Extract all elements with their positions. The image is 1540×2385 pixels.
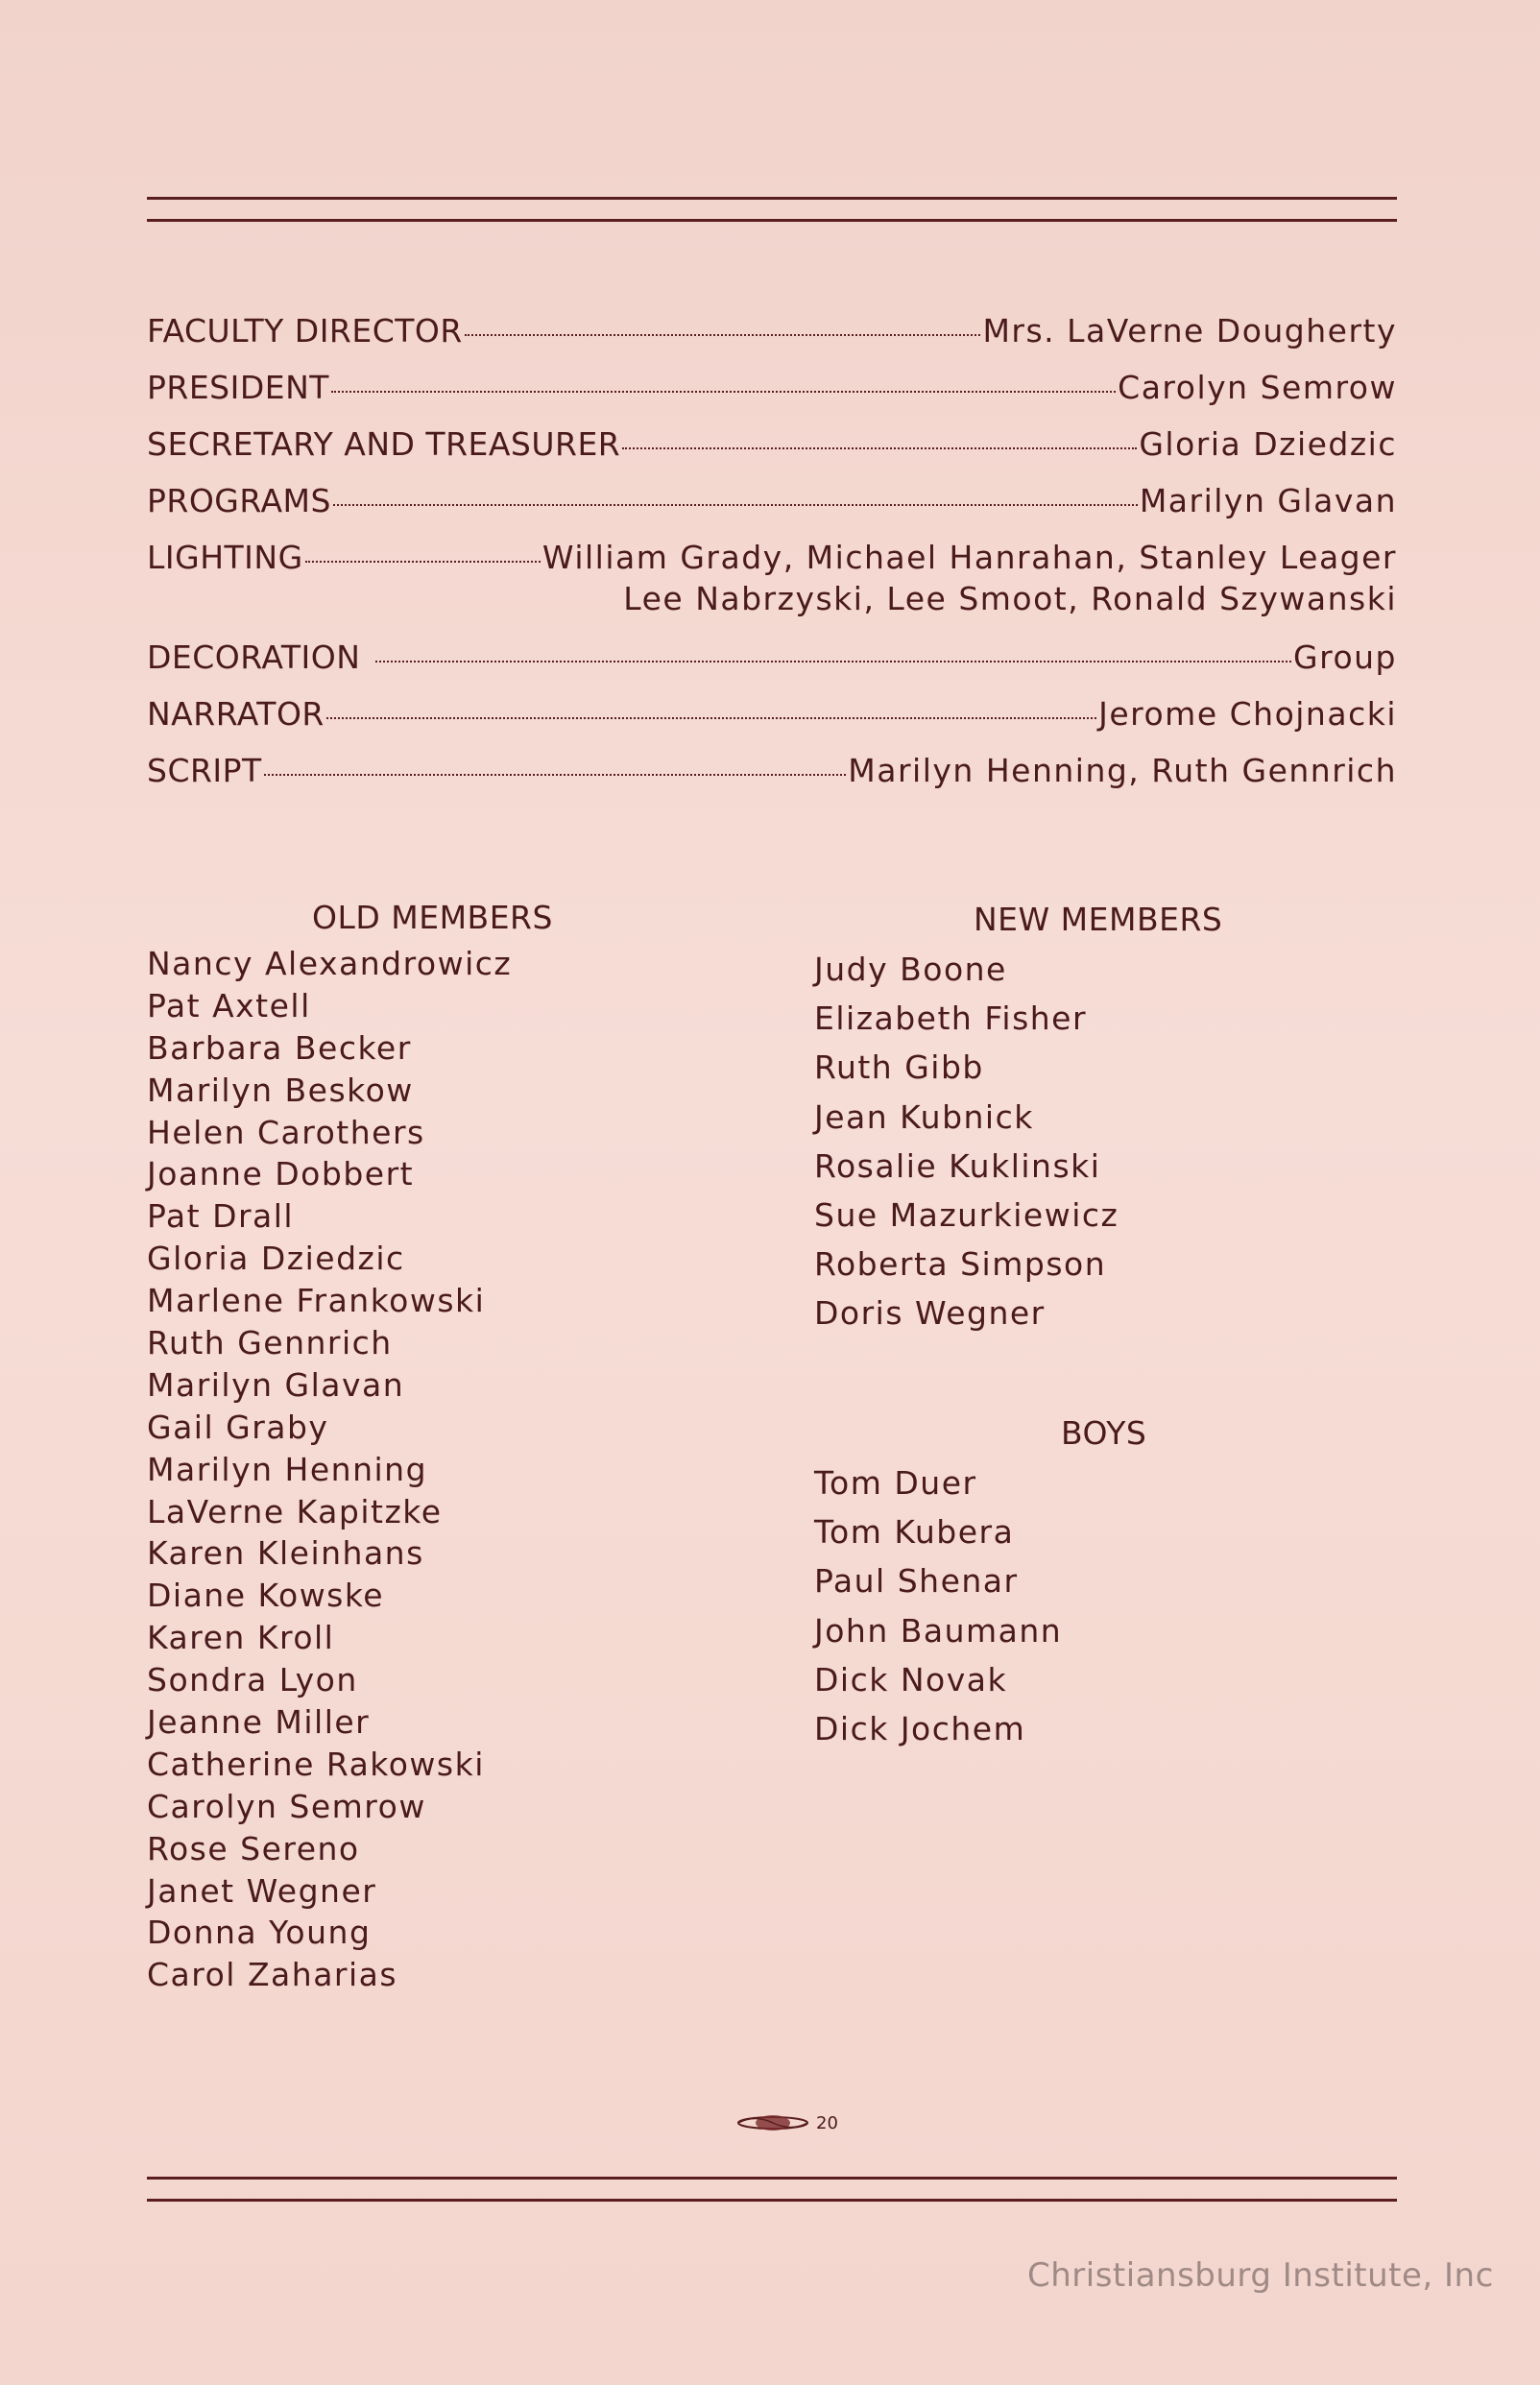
page-footer xyxy=(735,2108,851,2137)
member-name: Marlene Frankowski xyxy=(147,1282,486,1320)
officer-name: Mrs. LaVerne Dougherty xyxy=(982,312,1397,349)
officer-name: William Grady, Michael Hanrahan, Stanley Leager xyxy=(541,539,1397,576)
member-name: Sue Mazurkiewicz xyxy=(814,1195,1119,1234)
member-name: Barbara Becker xyxy=(147,1028,412,1067)
officer-role: NARRATOR xyxy=(147,695,325,733)
officer-role: LIGHTING xyxy=(147,539,303,576)
member-name: Joanne Dobbert xyxy=(147,1155,415,1193)
member-name: Helen Carothers xyxy=(147,1113,425,1151)
member-name: Elizabeth Fisher xyxy=(814,1000,1088,1038)
member-name: Karen Kleinhans xyxy=(147,1534,424,1573)
member-name: Carol Zaharias xyxy=(147,1956,398,1994)
page-number: 20 xyxy=(816,2112,838,2133)
member-name: Marilyn Henning xyxy=(147,1450,428,1488)
member-name: Karen Kroll xyxy=(147,1619,335,1657)
bottom-rule xyxy=(147,2177,1397,2180)
dot-leader xyxy=(333,504,1138,506)
dot-leader xyxy=(264,774,847,776)
member-name: Tom Duer xyxy=(814,1464,977,1502)
member-name: Paul Shenar xyxy=(814,1562,1019,1601)
new-members-heading: NEW MEMBERS xyxy=(974,901,1223,938)
boys-heading: BOYS xyxy=(1061,1414,1147,1452)
dot-leader xyxy=(331,391,1116,393)
member-name: Nancy Alexandrowicz xyxy=(147,945,513,982)
member-name: Gloria Dziedzic xyxy=(147,1240,405,1278)
officer-row xyxy=(147,539,1397,579)
officer-role: PRESIDENT xyxy=(147,369,329,406)
dot-leader xyxy=(622,447,1137,449)
member-name: Rosalie Kuklinski xyxy=(814,1146,1101,1185)
member-name: Pat Axtell xyxy=(147,986,311,1024)
member-name: Ruth Gibb xyxy=(814,1048,984,1087)
member-name: Judy Boone xyxy=(814,951,1007,988)
member-name: Dick Jochem xyxy=(814,1709,1026,1747)
officer-name: Marilyn Glavan xyxy=(1139,482,1397,519)
old-members-section xyxy=(147,893,723,1996)
member-name: Marilyn Glavan xyxy=(147,1365,405,1404)
officer-row xyxy=(147,695,1397,752)
member-name: Diane Kowske xyxy=(147,1577,385,1615)
officer-row xyxy=(147,482,1397,539)
member-name: John Baumann xyxy=(814,1611,1063,1650)
officer-row xyxy=(147,312,1397,369)
member-name: Pat Drall xyxy=(147,1197,295,1236)
member-name: Carolyn Semrow xyxy=(147,1787,426,1825)
dot-leader xyxy=(305,561,541,563)
officer-role: PROGRAMS xyxy=(147,482,331,519)
member-name: Jeanne Miller xyxy=(147,1703,371,1742)
dot-leader xyxy=(465,334,981,336)
old-members-heading: OLD MEMBERS xyxy=(312,899,553,936)
officer-role: SECRETARY AND TREASURER xyxy=(147,425,621,463)
top-rule xyxy=(147,197,1397,200)
member-name: Dick Novak xyxy=(814,1660,1008,1698)
member-name: Jean Kubnick xyxy=(814,1097,1034,1136)
officer-row xyxy=(147,425,1397,482)
officer-name: Group xyxy=(1293,638,1397,676)
officer-row xyxy=(147,369,1397,425)
new-members-list xyxy=(814,945,1390,1338)
member-name: Roberta Simpson xyxy=(814,1245,1107,1284)
dot-leader xyxy=(375,661,1291,662)
member-name: Janet Wegner xyxy=(147,1871,377,1910)
member-name: Gail Graby xyxy=(147,1408,329,1446)
member-name: Rose Sereno xyxy=(147,1829,360,1867)
boys-section xyxy=(814,1409,1390,1753)
officer-role: FACULTY DIRECTOR xyxy=(147,312,463,349)
officer-name: Gloria Dziedzic xyxy=(1139,425,1397,463)
top-rule-inner xyxy=(147,219,1397,222)
member-name: Doris Wegner xyxy=(814,1294,1046,1333)
ornament-icon xyxy=(735,2112,810,2133)
new-members-section xyxy=(814,895,1390,1338)
boys-list xyxy=(814,1458,1390,1753)
officer-row xyxy=(147,752,1397,808)
member-name: Marilyn Beskow xyxy=(147,1071,414,1109)
officer-row xyxy=(147,638,1397,695)
officers-list xyxy=(147,312,1397,808)
watermark: Christiansburg Institute, Inc xyxy=(1027,2256,1494,2295)
member-name: Donna Young xyxy=(147,1914,372,1952)
member-name: Ruth Gennrich xyxy=(147,1324,393,1362)
officer-role: SCRIPT xyxy=(147,752,262,789)
officer-name: Jerome Chojnacki xyxy=(1098,695,1397,733)
member-name: Catherine Rakowski xyxy=(147,1745,485,1783)
member-name: Tom Kubera xyxy=(814,1513,1015,1552)
old-members-list xyxy=(147,943,723,1996)
dot-leader xyxy=(326,717,1096,719)
officer-role: DECORATION xyxy=(147,638,361,676)
officer-name: Carolyn Semrow xyxy=(1118,369,1397,406)
officer-name-continued: Lee Nabrzyski, Lee Smoot, Ronald Szywanski xyxy=(623,580,1397,617)
officer-name: Marilyn Henning, Ruth Gennrich xyxy=(848,752,1397,789)
member-name: Sondra Lyon xyxy=(147,1661,358,1699)
bottom-rule-inner xyxy=(147,2199,1397,2202)
member-name: LaVerne Kapitzke xyxy=(147,1492,443,1530)
